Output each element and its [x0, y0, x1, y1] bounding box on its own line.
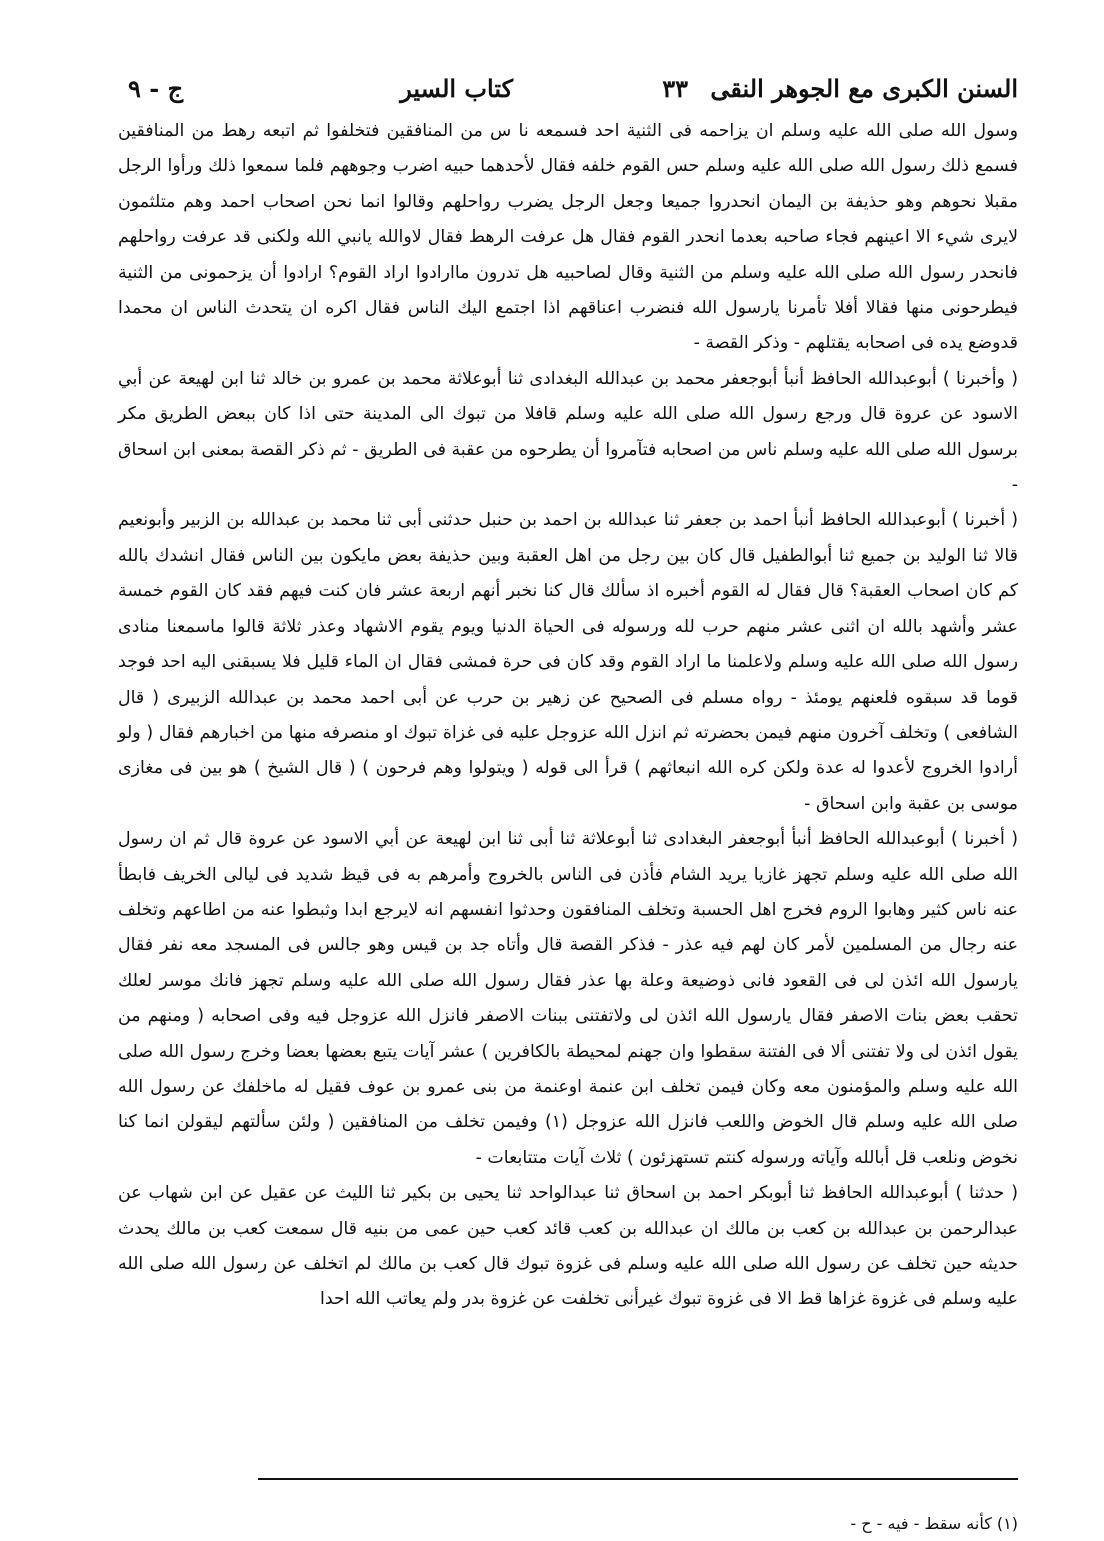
paragraph-hudhayfa-report: ( أخبرنا ) أبوعبدالله الحافظ أنبأ احمد بن جعفر ثنا عبدالله بن احمد بن حنبل حدثنى أبى ثنا محمد بن عبدالله بن الزبير وأبونعيم قالا ثنا الوليد بن جميع ثنا أبوالطفيل قال كان بين رجل من اهل العقبة وبين حذيفة بعض مايكون بين الناس فقال انشدك بالله كم كان اصحاب العقبة؟ قال فقال له القوم أخبره اذ سألك قال كنا نخبر أنهم اربعة عشر فان كنت فيهم فقد كان القوم خمسة عشر وأشهد بالله ان اثنى عشر منهم حرب لله ورسوله فى الحياة الدنيا ويوم يقوم الاشهاد وعذر ثلاثة قالوا ماسمعنا منادى رسول الله صلى الله عليه وسلم ولاعلمنا ما اراد القوم وقد كان فى حرة فمشى فقال ان الماء قليل فلا يسبقنى اليه احد فوجد قوما قد سبقوه فلعنهم يومئذ - رواه مسلم فى الصحيح عن زهير بن حرب عن أبى احمد محمد بن عبدالله الزبيرى ( قال الشافعى ) وتخلف آخرون منهم فيمن بحضرته ثم انزل الله عزوجل عليه فى غزاة تبوك او منصرفه منها من اخبارهم فقال ( ولو أرادوا الخروج لأعدوا له عدة ولكن كره الله انبعاثهم ) قرأ الى قوله ( ويتولوا وهم فرحون ) ( قال الشيخ ) هو بين فى مغازى موسى بن عقبة وابن اسحاق -	[118, 510, 1018, 814]
header-book-title: السنن الكبرى مع الجوهر النقى	[710, 74, 1018, 103]
header-volume: ج - ٩	[128, 74, 184, 103]
paragraph-hadith-aqaba-narrative: وسول الله صلى الله عليه وسلم ان يزاحمه فى الثنية احد فسمعه نا س من المنافقين فتخلفوا ثم اتبعه رهط من المنافقين فسمع ذلك رسول الله صلى الله عليه وسلم حس القوم خلفه فقال لأحدهما حبيه اضرب وجوههم فلما سمعوا ذلك ورأوا الرجل مقبلا نحوهم وهو حذيفة بن اليمان انحدروا جميعا وجعل الرجل يضرب رواحلهم وقالوا انما نحن اصحاب احمد وهم متلثمون لايرى شيء الا اعينهم فجاء صاحبه بعدما انحدر القوم فقال هل عرفت الرهط فقال لاوالله يانبي الله ولكنى قد عرفت رواحلهم فانحدر رسول الله صلى الله عليه وسلم من الثنية وقال لصاحبيه هل تدرون ماارادوا اراد القوم؟ ارادوا أن يزحمونى من الثنية فيطرحونى منها فقالا أفلا تأمرنا يارسول الله فنضرب اعناقهم اذا اجتمع اليك الناس فقال اكره ان يتحدث الناس ان محمدا قدوضع يده فى اصحابه يقتلهم - وذكر القصة -	[118, 121, 1018, 354]
paragraph-tabuk-expedition: ( أخبرنا ) أبوعبدالله الحافظ أنبأ أبوجعفر البغدادى ثنا أبوعلاثة ثنا أبى ثنا ابن لهيعة عن أبي الاسود عن عروة قال ثم ان رسول الله صلى الله عليه وسلم تجهز غازيا يريد الشام فأذن فى الناس بالخروج وأمرهم به فى قيظ شديد فى ليالى الخريف فابطأ عنه ناس كثير وهابوا الروم فخرج اهل الحسبة وتخلف المنافقون وحدثوا انفسهم انه لايرجع ابدا وثبطوا عنه من اطاعهم وتخلف عنه رجال من المسلمين لأمر كان لهم فيه عذر - فذكر القصة قال وأتاه جد بن قيس وهو جالس فى المسجد معه نفر فقال يارسول الله ائذن لى فى القعود فانى ذوضيعة وعلة بها عذر فقال رسول الله صلى الله عليه وسلم تجهز فانك موسر لعلك تحقب بعض بنات الاصفر فقال يارسول الله ائذن لى ولاتفتنى ببنات الاصفر فانزل الله عزوجل فيه وفى اصحابه ( ومنهم من يقول ائذن لى ولا تفتنى ألا فى الفتنة سقطوا وان جهنم لمحيطة بالكافرين ) عشر آيات يتبع بعضها بعضا وخرج رسول الله صلى الله عليه وسلم والمؤمنون معه وكان فيمن تخلف ابن عنمة اوعنمة من بنى عمرو بن عوف فقيل له ماخلفك عن رسول الله صلى الله عليه وسلم قال الخوض واللعب فانزل الله عزوجل (١) وفيمن تخلف من المنافقين ( ولئن سألتهم ليقولن انما كنا نخوض ونلعب قل أبالله وآياته ورسوله كنتم تستهزئون ) ثلاث آيات متتابعات -	[118, 829, 1018, 1168]
footnote-separator	[258, 1478, 1018, 1480]
body-text	[118, 114, 1018, 1318]
paragraph-kaab-ibn-malik: ( حدثنا ) أبوعبدالله الحافظ ثنا أبوبكر احمد بن اسحاق ثنا عبدالواحد ثنا يحيى بن بكير ثنا الليث عن عقيل عن ابن شهاب عن عبدالرحمن بن عبدالله بن كعب بن مالك ان عبدالله بن كعب قائد كعب حين عمى من بنيه قال سمعت كعب بن مالك يحدث حديثه حين تخلف عن رسول الله صلى الله عليه وسلم فى غزوة تبوك قال كعب بن مالك لم اتخلف عن رسول الله صلى الله عليه وسلم فى غزوة غزاها قط الا فى غزوة تبوك غيرأنى تخلفت عن غزوة بدر ولم يعاتب الله احدا	[118, 1183, 1018, 1310]
footnote: (١) كأنه سقط - فيه - ح -	[850, 1514, 1018, 1533]
running-header	[118, 70, 1018, 114]
header-chapter-title: كتاب السير	[400, 74, 513, 103]
header-page-number: ٣٣	[662, 74, 688, 103]
page	[118, 70, 1018, 1533]
paragraph-urwa-report: ( وأخبرنا ) أبوعبدالله الحافظ أنبأ أبوجعفر محمد بن عبدالله البغدادى ثنا أبوعلاثة محمد بن عمرو بن خالد ثنا ابن لهيعة عن أبي الاسود عن عروة قال ورجع رسول الله صلى الله عليه وسلم قافلا من تبوك الى المدينة حتى اذا كان ببعض الطريق مكر برسول الله صلى الله عليه وسلم ناس من اصحابه فتآمروا أن يطرحوه من عقبة فى الطريق - ثم ذكر القصة بمعنى ابن اسحاق -	[118, 368, 1018, 496]
